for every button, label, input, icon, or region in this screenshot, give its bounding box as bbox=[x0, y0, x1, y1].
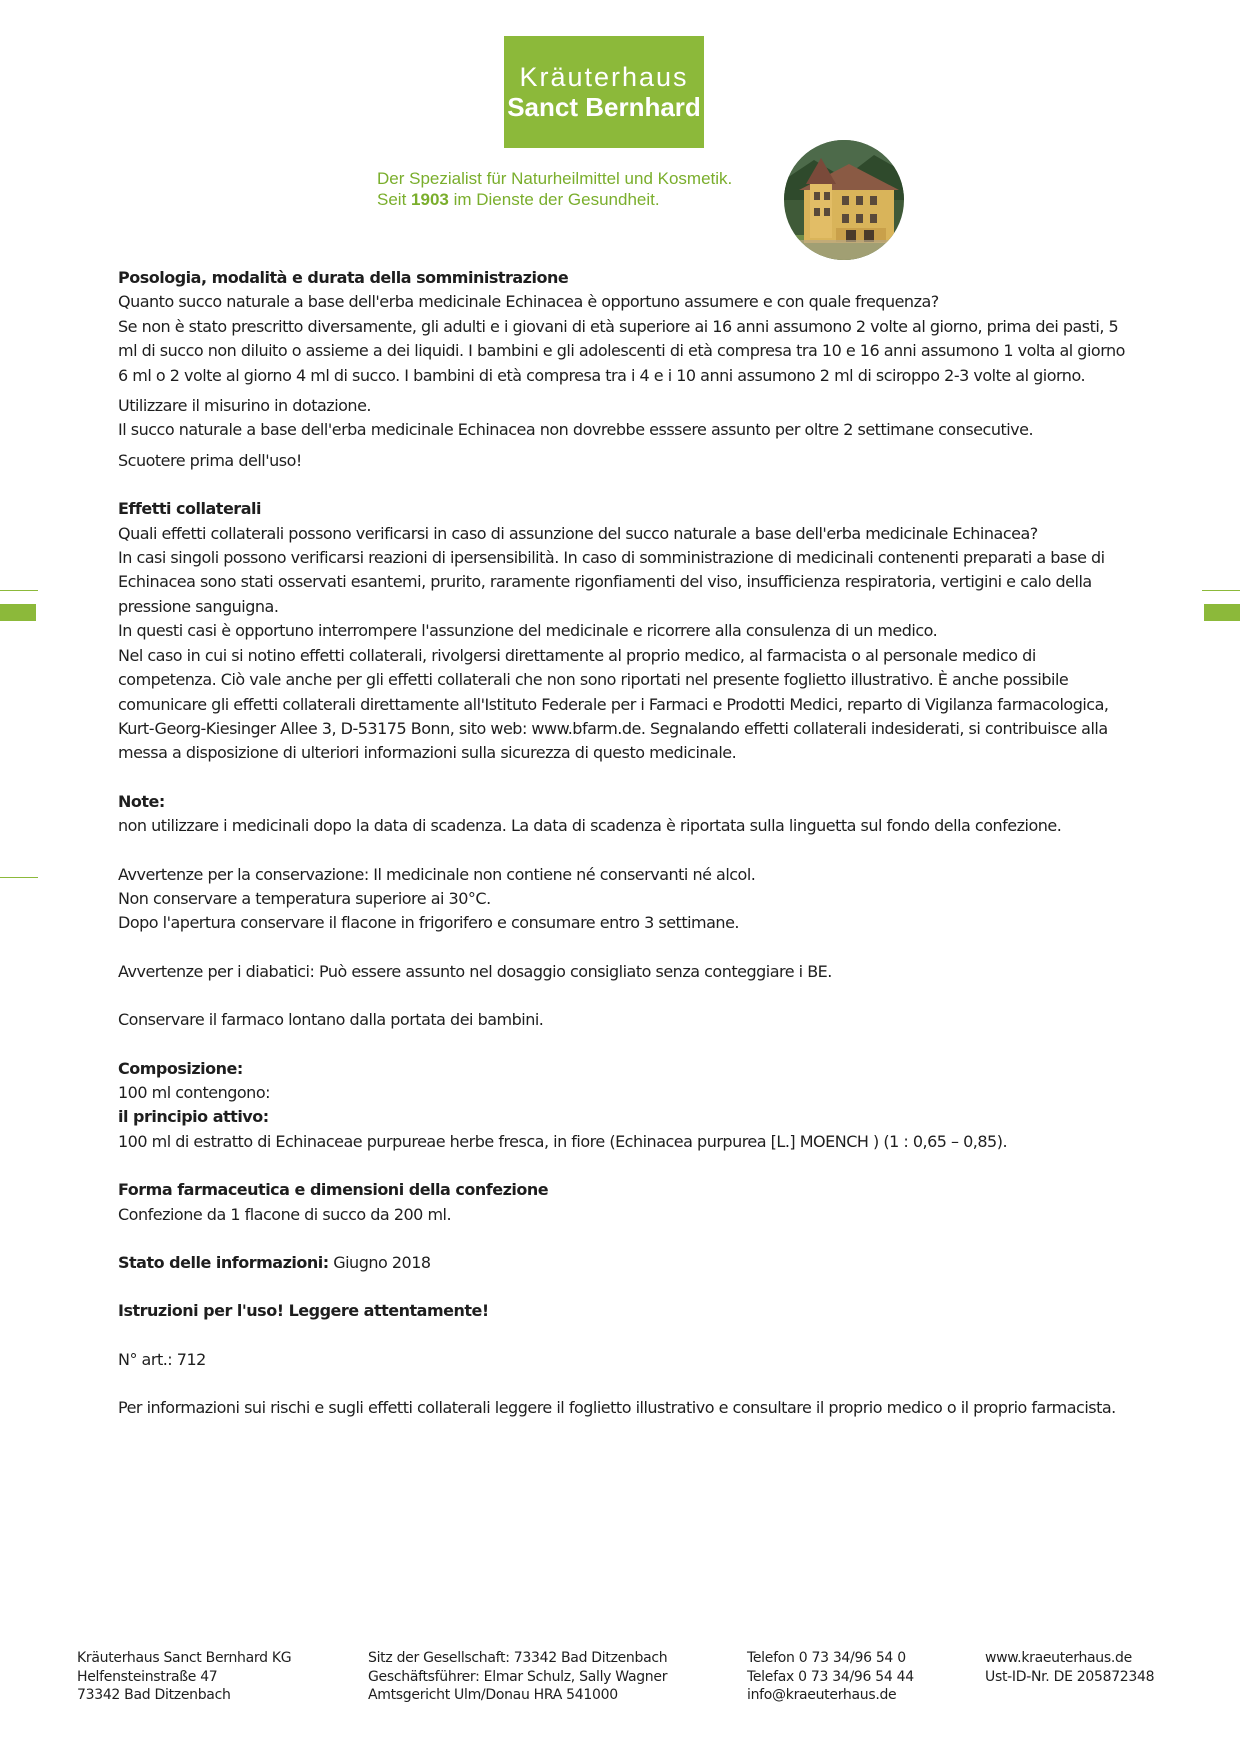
posologia-shake: Scuotere prima dell'uso! bbox=[118, 450, 302, 470]
section-heading-note: Note: bbox=[118, 791, 165, 811]
articolo-number: N° art.: 712 bbox=[118, 1349, 206, 1369]
posologia-measure: Utilizzare il misurino in dotazione. bbox=[118, 396, 371, 416]
tagline-line1: Der Spezialist für Naturheilmittel und Kosmetik. bbox=[377, 169, 733, 188]
note-expiry: non utilizzare i medicinali dopo la data di scadenza. La data di scadenza è riportata sulla linguetta sul fondo della confezione. bbox=[118, 816, 1062, 836]
rischi-info: Per informazioni sui rischi e sugli effetti collaterali leggere il foglietto illustrativo e consultare il proprio medico o il proprio farmacista. bbox=[118, 1398, 1116, 1418]
effetti-reactions: In casi singoli possono verificarsi reazioni di ipersensibilità. In caso di somministrazione di medicinali contenenti preparati a base di Echinacea sono stati osservati esantemi, prurito, raramente rigonfiamenti del viso, insufficienza respiratoria, vertigini e calo della pressione sanguigna. bbox=[118, 548, 1105, 616]
note-storage: Avvertenze per la conservazione: Il medicinale non contiene né conservanti né alcol. bbox=[118, 864, 756, 884]
footer-company-name: Kräuterhaus Sanct Bernhard KG bbox=[77, 1650, 292, 1666]
note-after-opening: Dopo l'apertura conservare il flacone in frigorifero e consumare entro 3 settimane. bbox=[118, 913, 739, 933]
fold-mark-left-top bbox=[0, 590, 38, 591]
fold-mark-right-top bbox=[1202, 590, 1240, 591]
section-heading-effetti: Effetti collaterali bbox=[118, 499, 261, 519]
composizione-subheading: il principio attivo: bbox=[118, 1107, 269, 1127]
footer-vat: Ust-ID-Nr. DE 205872348 bbox=[985, 1668, 1155, 1685]
tagline-line2: Seit 1903 im Dienste der Gesundheit. bbox=[377, 190, 660, 209]
effetti-question: Quali effetti collaterali possono verificarsi in caso di assunzione del succo naturale a base dell'erba medicinale Echinacea? bbox=[118, 523, 1038, 543]
section-heading-posologia: Posologia, modalità e durata della somministrazione bbox=[118, 268, 569, 287]
leaflet-content bbox=[118, 266, 1128, 1421]
effetti-report: Nel caso in cui si notino effetti collaterali, rivolgersi direttamente al proprio medico, al farmacista o al personale medico di competenza. Ciò vale anche per gli effetti collaterali che non sono riportati nel presente foglietto illustrativo. È anche possibile comunicare gli effetti collaterali direttamente all'Istituto Federale per i Farmaci e Prodotti Medici, reparto di Vigilanza farmacologica, Kurt-Georg-Kiesinger Allee 3, D-53175 Bonn, sito web: www.bfarm.de. Segnalando effetti collaterali indesiderati, si contribuisce alla messa a disposizione di ulteriori informazioni sulla sicurezza di questo medicinale. bbox=[118, 645, 1109, 763]
footer-web bbox=[985, 1649, 1154, 1686]
footer-email: info@kraeuterhaus.de bbox=[747, 1687, 897, 1704]
section-heading-forma: Forma farmaceutica e dimensioni della confezione bbox=[118, 1180, 549, 1200]
footer-register: Amtsgericht Ulm/Donau HRA 541000 bbox=[368, 1687, 618, 1704]
effetti-interrupt: In questi casi è opportuno interrompere l'assunzione del medicinale e ricorrere alla consulenza di un medico. bbox=[118, 621, 938, 641]
forma-package: Confezione da 1 flacone di succo da 200 ml. bbox=[118, 1204, 452, 1224]
istruzioni-uso: Istruzioni per l'uso! Leggere attentamente! bbox=[118, 1301, 489, 1321]
footer-phone: Telefon 0 73 34/96 54 0 bbox=[747, 1650, 906, 1666]
tagline-year: 1903 bbox=[411, 190, 449, 209]
footer-company bbox=[77, 1649, 291, 1705]
tagline bbox=[377, 168, 732, 210]
fold-mark-left-bottom bbox=[0, 877, 38, 878]
note-temperature: Non conservare a temperatura superiore ai 30°C. bbox=[118, 888, 491, 908]
footer-contact bbox=[747, 1649, 914, 1705]
fold-mark-right-block bbox=[1204, 604, 1240, 621]
footer-website: www.kraeuterhaus.de bbox=[985, 1650, 1132, 1666]
footer-managers: Geschäftsführer: Elmar Schulz, Sally Wagner bbox=[368, 1668, 668, 1685]
note-diabetics: Avvertenze per i diabatici: Può essere assunto nel dosaggio consigliato senza conteggiare i BE. bbox=[118, 961, 832, 981]
posologia-dosage: Se non è stato prescritto diversamente, gli adulti e i giovani di età superiore ai 16 anni assumono 2 volte al giorno, prima dei pasti, 5 ml di succo non diluito o assieme a dei liquidi. I bambini e gli adolescenti di età compresa tra 10 e 16 anni assumono 1 volta al giorno 6 ml o 2 volte al giorno 4 ml di succo. I bambini di età compresa tra i 4 e i 10 anni assumono 2 ml di sciroppo 2-3 volte al giorno. bbox=[118, 316, 1125, 385]
footer-seat: Sitz der Gesellschaft: 73342 Bad Ditzenbach bbox=[368, 1650, 668, 1666]
composizione-active: 100 ml di estratto di Echinaceae purpureae herbe fresca, in fiore (Echinacea purpurea [L.] MOENCH ) (1 : 0,65 – 0,85). bbox=[118, 1131, 1008, 1151]
footer-legal bbox=[368, 1649, 667, 1705]
building-photo bbox=[784, 140, 904, 260]
note-children: Conservare il farmaco lontano dalla portata dei bambini. bbox=[118, 1010, 544, 1030]
logo-line1: Kräuterhaus bbox=[519, 62, 689, 92]
fold-mark-left-block bbox=[0, 604, 36, 621]
footer-street: Helfensteinstraße 47 bbox=[77, 1668, 218, 1685]
composizione-contains: 100 ml contengono: bbox=[118, 1082, 270, 1102]
brand-logo bbox=[504, 36, 704, 148]
posologia-duration: Il succo naturale a base dell'erba medicinale Echinacea non dovrebbe esssere assunto per oltre 2 settimane consecutive. bbox=[118, 420, 1034, 440]
logo-line2: Sanct Bernhard bbox=[507, 92, 701, 122]
stato-informazioni: Stato delle informazioni: Giugno 2018 bbox=[118, 1253, 431, 1272]
posologia-question: Quanto succo naturale a base dell'erba medicinale Echinacea è opportuno assumere e con quale frequenza? bbox=[118, 292, 939, 312]
footer-fax: Telefax 0 73 34/96 54 44 bbox=[747, 1668, 914, 1685]
footer-city: 73342 Bad Ditzenbach bbox=[77, 1687, 231, 1704]
section-heading-composizione: Composizione: bbox=[118, 1058, 243, 1078]
